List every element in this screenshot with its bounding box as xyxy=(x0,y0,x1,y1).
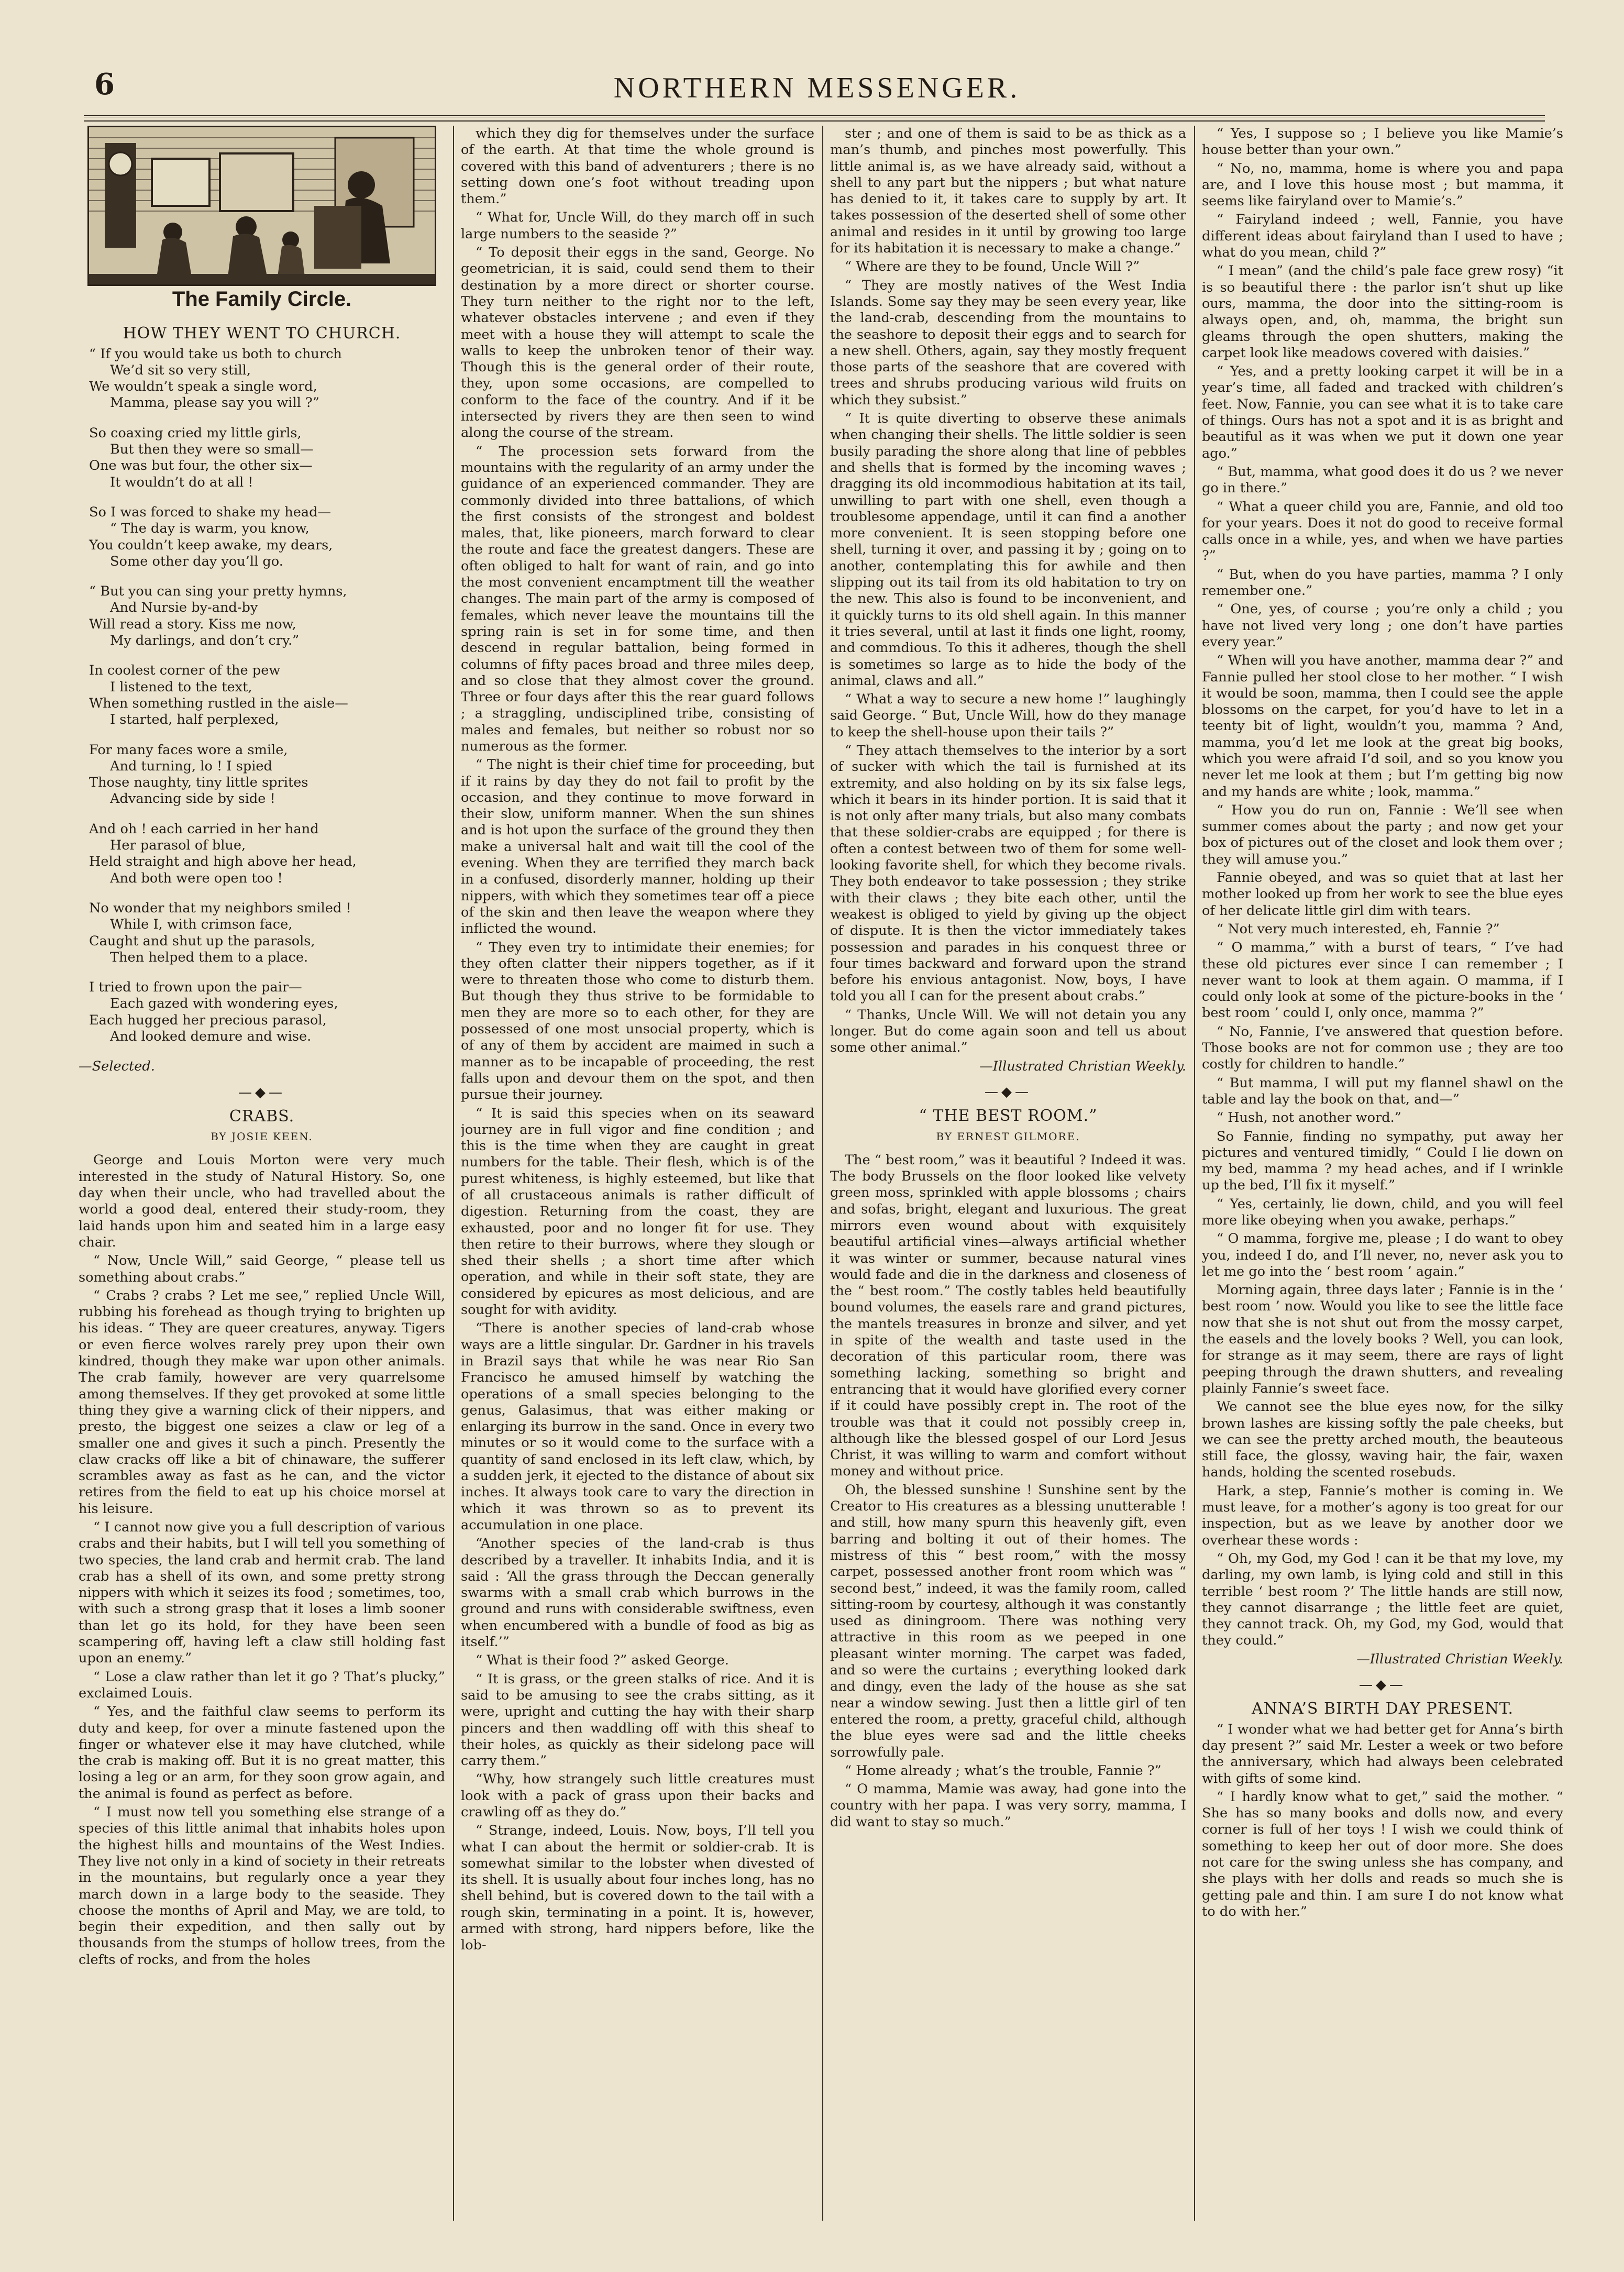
paragraph: which they dig for themselves under the surface of the earth. At that time the whole ground is covered with this band of adventurers ; there is no setting down one’s foot without treading upon them.” xyxy=(461,126,814,207)
poem-line: We wouldn’t speak a single word, xyxy=(89,379,317,395)
paragraph: “ I mean” (and the child’s pale face grew rosy) “it is so beautiful there : the parlor isn’t shut up like ours, mamma, the door into the sitting-room is always open, and, oh, mamma, the bright sun gleams through the open shutters, making the carpet look like meadows covered with daisies.” xyxy=(1202,263,1563,361)
paragraph: “ Fairyland indeed ; well, Fannie, you have different ideas about fairyland than I used to have ; what do you mean, child ?” xyxy=(1202,212,1563,261)
paragraph: George and Louis Morton were very much interested in the study of Natural History. So, one day when their uncle, who had travelled about the world a good deal, entered their study-room, they laid hands upon him and seated him in a large easy chair. xyxy=(79,1152,445,1250)
poem-stanza xyxy=(79,346,445,412)
poem-line: And oh ! each carried in her hand xyxy=(89,821,319,837)
family-scene-illustration xyxy=(89,127,435,284)
paragraph: “ What for, Uncle Will, do they march off in such large numbers to the seaside ?” xyxy=(461,209,814,242)
paragraph: “ To deposit their eggs in the sand, George. No geometrician, it is said, could send them to their destination by a more direct or shorter course. They turn neither to the right nor to the left, whatever obstacles intervene ; and even if they meet with a house they will attempt to scale the walls to keep the unbroken tenor of their way. Though this is the general order of their route, they, upon some occasions, are compelled to conform to the face of the country. And if it be intersected by rivers they are then seen to wind along the course of the stream. xyxy=(461,245,814,441)
paragraph: “ It is quite diverting to observe these animals when changing their shells. The little soldier is seen busily parading the shore along that line of pebbles and shells that is formed by the incoming waves ; dragging its old incommodious habitation at its tail, unwilling to part with one shell, even though a troublesome appendage, until it can find a another more convenient. It is seen stopping before one shell, turning it over, and passing it by ; going on to another, contemplating this for awhile and then slipping out its tail from its old habitation to try on the new. This also is found to be inconvenient, and it quickly turns to its old shell again. In this manner it tries several, until at last it finds one light, roomy, and commdious. To this it adheres, though the shell is sometimes so large as to hide the body of the animal, claws and all.” xyxy=(830,411,1186,689)
poem-line: For many faces wore a smile, xyxy=(89,742,288,758)
paragraph: “ But, mamma, what good does it do us ? we never go in there.” xyxy=(1202,464,1563,497)
poem-line: And both were open too ! xyxy=(110,870,283,886)
poem-stanza xyxy=(79,821,445,887)
paragraph: “ But mamma, I will put my flannel shawl on the table and lay the book on that, and—” xyxy=(1202,1075,1563,1107)
paragraph: “ Hush, not another word.” xyxy=(1217,1110,1401,1126)
paragraph: “ They even try to intimidate their enemies; for they often clatter their nippers together, as if it were to threaten those who come to disturb them. But though they thus strive to be formidable to men they are more so to each other, for they are possessed of one most unsocial property, which is of any of them by accident are maimed in such a manner as to be incapable of proceeding, the rest falls upon and devour them on the spot, and then pursue their journey. xyxy=(461,939,814,1103)
poem-line: “ But you can sing your pretty hymns, xyxy=(89,583,347,600)
poem-stanza xyxy=(79,663,445,728)
poem-stanza xyxy=(79,979,445,1045)
paragraph: “ Yes, certainly, lie down, child, and you will feel more like obeying when you awake, perhaps.” xyxy=(1202,1196,1563,1228)
paragraph: “ Oh, my God, my God ! can it be that my love, my darling, my own lamb, is lying cold and still in this terrible ‘ best room ?’ The little hands are still now, they cannot disarrange ; the little feet are quiet, they cannot track. Oh, my God, my God, would that they could.” xyxy=(1202,1550,1563,1649)
poem-line: And Nursie by-and-by xyxy=(110,600,258,616)
paragraph: “ Where are they to be found, Uncle Will ?” xyxy=(845,259,1140,275)
paragraph: “Another species of the land-crab is thus described by a traveller. It inhabits India, and it is said : ‘All the grass through the Deccan generally swarms with a small crab which burrows in the ground and runs with considerable swiftness, even when encumbered with a bundle of food as big as itself.’” xyxy=(461,1536,814,1650)
poem-line: So coaxing cried my little girls, xyxy=(89,425,302,441)
poem-line: Each hugged her precious parasol, xyxy=(89,1012,327,1028)
paragraph: “ It is said this species when on its seaward journey are in full vigor and fine condition ; and this is the time when they are caught in great numbers for the table. Their flesh, which is of the purest whiteness, is highly esteemed, but like that of all crustaceous animals is rather difficult of digestion. Returning from the coast, they are exhausted, poor and no longer fit for use. They then retire to their burrows, where they slough or shed their shells ; a short time after which operation, and while in their soft state, they are considered by epicures as most delicious, and are sought for with avidity. xyxy=(461,1105,814,1318)
paragraph: “ Yes, and a pretty looking carpet it will be in a year’s time, all faded and tracked with children’s feet. Now, Fannie, you can see what it is to take care of things. Ours has not a spot and it is as bright and beautiful as it was when we put it down one year ago.” xyxy=(1202,363,1563,461)
article-credit: —Illustrated Christian Weekly. xyxy=(979,1058,1186,1074)
paragraph: The “ best room,” was it beautiful ? Indeed it was. The body Brussels on the floor looked like velvety green moss, sprinkled with apple blossoms ; chairs and sofas, bright, elegant and luxurious. The great mirrors even wound about with exquisitely beautiful artificial vines—always artificial whether it was winter or summer, because natural vines would fade and die in the darkness and closeness of the “ best room.” The costly tables held beautifully bound volumes, the easels rare and grand pictures, the mantels treasures in bronze and silver, and yet in spite of the wealth and taste used in the decoration of this particular room, there was something lacking, something so bright and entrancing that it would have glorified every corner if it could have possibly crept in. The root of the trouble was that it could not possibly creep in, although like the blessed gospel of our Lord Jesus Christ, it was willing to warm and comfort without money and without price. xyxy=(830,1152,1186,1480)
poem-line: Her parasol of blue, xyxy=(110,837,246,854)
paragraph: “ No, no, mamma, home is where you and papa are, and I love this house most ; but mamma, it seems like fairyland over to Mamie’s.” xyxy=(1202,160,1563,209)
paragraph: Oh, the blessed sunshine ! Sunshine sent by the Creator to His creatures as a blessing unutterable ! and still, how many spurn this heavenly gift, even barring and bolting it out of their homes. The mistress of this “ best room,” with the mossy carpet, possessed another front room which was “ second best,” indeed, it was the family room, called sitting-room by courtesy, although it was constantly used as diningroom. There was nothing very attractive in this room as we peeped in one pleasant winter morning. The carpet was faded, and so were the curtains ; everything looked dark and dingy, even the lady of the house as she sat near a window sewing. Just then a little girl of ten entered the room, a pretty, graceful child, although the blue eyes were sad and the little cheeks sorrowfully pale. xyxy=(830,1482,1186,1760)
paragraph: “ When will you have another, mamma dear ?” and Fannie pulled her stool close to her mother. “ I wish it would be soon, mamma, then I could see the apple blossoms on the carpet, for you’d have to let in a teenty bit of light, wouldn’t you, mamma ? And, mamma, you’d let me look at the great big books, which you were afraid I’d soil, and so you know you never let me look at them ; but I’m getting big now and my hands are white ; look, mamma.” xyxy=(1202,653,1563,800)
article-title: “ THE BEST ROOM.” xyxy=(919,1107,1098,1126)
paragraph: “ I cannot now give you a full description of various crabs and their habits, but I will tell you something of two species, the land crab and hermit crab. The land crab has a shell of its own, and some pretty strong nippers with which it seizes its food ; sometimes, too, with such a strong grasp that it loses a limb sooner than let go its hold, for they have been seen scampering off, having left a claw still holding fast upon an enemy.” xyxy=(79,1519,445,1667)
poem-line: Held straight and high above her head, xyxy=(89,854,357,870)
poem-line: Advancing side by side ! xyxy=(110,791,275,807)
masthead-title: NORTHERN MESSENGER. xyxy=(613,72,1021,104)
poem-stanza xyxy=(79,900,445,966)
paragraph: “ Now, Uncle Will,” said George, “ please tell us something about crabs.” xyxy=(79,1253,445,1285)
byline: BY ERNEST GILMORE. xyxy=(936,1130,1080,1143)
paragraph: “There is another species of land-crab whose ways are a little singular. Dr. Gardner in his travels in Brazil says that while he was near Rio San Francisco he amused himself by watching the operations of a small species belonging to the genus, Galasimus, that was either making or enlarging its burrow in the sand. Once in every two minutes or so it would come to the surface with a quantity of sand enclosed in its left claw, which, by a sudden jerk, it ejected to the distance of about six inches. It always took care to vary the direction in which it was thrown so as to prevent its accumulation in one place. xyxy=(461,1320,814,1533)
poem-line: So I was forced to shake my head— xyxy=(89,504,332,520)
poem-line: It wouldn’t do at all ! xyxy=(110,474,253,490)
article-credit: —Illustrated Christian Weekly. xyxy=(1356,1651,1563,1667)
poem-line: Will read a story. Kiss me now, xyxy=(89,616,296,632)
article-body xyxy=(830,1152,1186,1830)
poem-line: Those naughty, tiny little sprites xyxy=(89,775,308,791)
column-3 xyxy=(830,126,1186,2231)
article-body xyxy=(79,1152,445,1968)
poem-line: And looked demure and wise. xyxy=(110,1028,312,1044)
poem-line: One was but four, the other six— xyxy=(89,458,313,474)
poem-line: But then they were so small— xyxy=(110,442,314,458)
ornament-divider: —◆— xyxy=(238,1084,285,1100)
paragraph: “ What a queer child you are, Fannie, and old too for your years. Does it not do good to receive formal calls once in a while, yes, and when we have parties ?” xyxy=(1202,499,1563,564)
masthead xyxy=(94,58,1540,105)
poem-line: “ The day is warm, you know, xyxy=(110,521,310,537)
poem-line: Mamma, please say you will ?” xyxy=(110,395,319,411)
poem-stanza xyxy=(79,425,445,491)
paragraph: “ But, when do you have parties, mamma ? I only remember one.” xyxy=(1202,566,1563,599)
paragraph: “ Yes, I suppose so ; I believe you like Mamie’s house better than your own.” xyxy=(1202,126,1563,158)
newspaper-page xyxy=(63,58,1571,2242)
article-title: ANNA’S BIRTH DAY PRESENT. xyxy=(1251,1700,1514,1718)
paragraph: “ One, yes, of course ; you’re only a child ; you have not lived very long ; one don’t have parties every year.” xyxy=(1202,601,1563,650)
paragraph: “ O mamma, forgive me, please ; I do want to obey you, indeed I do, and I’ll never, no, never ask you to let me go into the ‘ best room ’ again.” xyxy=(1202,1231,1563,1280)
poem-line: I tried to frown upon the pair— xyxy=(89,979,302,996)
paragraph: “ How you do run on, Fannie : We’ll see when summer comes about the party ; and now get your box of pictures out of the closet and look them over ; they will amuse you.” xyxy=(1202,802,1563,867)
poem-title: HOW THEY WENT TO CHURCH. xyxy=(123,324,401,343)
poem-line: My darlings, and don’t cry.” xyxy=(110,633,300,649)
poem-line: I listened to the text, xyxy=(110,679,252,695)
ornament-divider: —◆— xyxy=(985,1084,1032,1100)
column-rule xyxy=(822,126,823,2221)
masthead-rule xyxy=(84,115,1545,122)
paragraph: Hark, a step, Fannie’s mother is coming in. We must leave, for a mother’s agony is too great for our inspection, but as we leave by another door we overhear these words : xyxy=(1202,1483,1563,1548)
poem-line: “ If you would take us both to church xyxy=(89,346,342,362)
paragraph: “ Crabs ? crabs ? Let me see,” replied Uncle Will, rubbing his forehead as though trying to brighten up his ideas. “ They are queer creatures, anyway. Tigers or even fierce wolves rarely prey upon their own kindred, though they make war upon other animals. The crab family, however are very quarrelsome among themselves. If they get provoked at some little thing they give a warning click of their nippers, and presto, the biggest one seizes a claw or leg of a smaller one and gives it such a pinch. Presently the claw cracks off like a bit of chinaware, the sufferer scrambles away as fast as he can, and the victor retires from the field to eat up his choice morsel at his leisure. xyxy=(79,1287,445,1517)
article-body xyxy=(830,126,1186,1056)
poem xyxy=(79,346,445,1045)
poem-line: In coolest corner of the pew xyxy=(89,663,281,679)
paragraph: “ O mamma, Mamie was away, had gone into the country with her papa. I was very sorry, mamma, I did want to stay so much.” xyxy=(830,1781,1186,1830)
paragraph: “ It is grass, or the green stalks of rice. And it is said to be amusing to see the crabs sitting, as it were, upright and cutting the hay with their sharp pincers and then waddling off with this sheaf to their holes, as quickly as their sidelong pace will carry them.” xyxy=(461,1671,814,1769)
poem-credit: —Selected. xyxy=(79,1058,155,1075)
page-number: 6 xyxy=(94,67,115,102)
paragraph: Fannie obeyed, and was so quiet that at last her mother looked up from her work to see the blue eyes of her delicate little girl dim with tears. xyxy=(1202,870,1563,919)
paragraph: “Why, how strangely such little creatures must look with a pack of grass upon their backs and crawling off as they do.” xyxy=(461,1771,814,1820)
article-body xyxy=(461,126,814,1954)
paragraph: “ What is their food ?” asked George. xyxy=(476,1652,729,1669)
family-circle-engraving xyxy=(87,126,436,286)
column-rule xyxy=(453,126,454,2221)
article-body xyxy=(1202,1722,1563,1921)
poem-line: Then helped them to a place. xyxy=(110,949,308,965)
poem-line: I started, half perplexed, xyxy=(110,712,279,728)
poem-line: We’d sit so very still, xyxy=(110,362,251,378)
poem-line: You couldn’t keep awake, my dears, xyxy=(89,537,333,553)
paragraph: “ They are mostly natives of the West India Islands. Some say they may be seen every year, like the land-crab, descending from the mountains to the seashore to deposit their eggs and to search for a new shell. Others, again, say they mostly frequent those parts of the seashore that are covered with trees and shrubs producing various wild fruits on which they subsist.” xyxy=(830,277,1186,408)
paragraph: “ I must now tell you something else strange of a species of this little animal that inhabits holes upon the highest hills and mountains of the West Indies. They live not only in a kind of society in their retreats in the mountains, but regularly once a year they march down in a large body to the seaside. They choose the months of April and May, we are told, to begin their expedition, and then sally out by thousands from the stumps of hollow trees, from the clefts of rocks, and from the holes xyxy=(79,1804,445,1968)
article-body xyxy=(1202,126,1563,1649)
paragraph: ster ; and one of them is said to be as thick as a man’s thumb, and pinches most powerfully. This little animal is, as we have already said, without a shell to any part but the nippers ; but what nature has denied to it, it takes care to supply by art. It takes possession of the deserted shell of some other animal and resides in it until by growing too large for its habitation it is necessary to make a change.” xyxy=(830,126,1186,257)
poem-stanza xyxy=(79,583,445,649)
column-2 xyxy=(461,126,814,2231)
article-title: CRABS. xyxy=(229,1107,295,1126)
poem-stanza xyxy=(79,504,445,570)
paragraph: “ Lose a claw rather than let it go ? That’s plucky,” exclaimed Louis. xyxy=(79,1669,445,1701)
paragraph: “ Home already ; what’s the trouble, Fannie ?” xyxy=(845,1762,1162,1779)
paragraph: “ Strange, indeed, Louis. Now, boys, I’ll tell you what I can about the hermit or soldier-crab. It is somewhat similar to the lobster when divested of its shell. It is usually about four inches long, has no shell behind, but is covered down to the tail with a rough skin, terminating in a point. It is, however, armed with strong, hard nippers before, like the lob- xyxy=(461,1823,814,1954)
paragraph: “ The night is their chief time for proceeding, but if it rains by day they do not fail to profit by the occasion, and they continue to move forward in their slow, uniform manner. When the sun shines and is hot upon the surface of the ground they then make a universal halt and wait till the cool of the evening. When they are terrified they march back in a confused, disorderly manner, holding up their nippers, with which they sometimes tear off a piece of the skin and then leave the weapon where they inflicted the wound. xyxy=(461,757,814,937)
paragraph: “ Not very much interested, eh, Fannie ?” xyxy=(1217,921,1500,937)
column-4 xyxy=(1202,126,1563,2231)
section-title: The Family Circle. xyxy=(172,288,352,311)
poem-line: Caught and shut up the parasols, xyxy=(89,933,315,949)
paragraph: We cannot see the blue eyes now, for the silky brown lashes are kissing softly the pale cheeks, but we can see the pretty arched mouth, the beauteous still face, the glossy, waving hair, the fair, waxen hands, holding the scented rosebuds. xyxy=(1202,1399,1563,1481)
paragraph: “ O mamma,” with a burst of tears, “ I’ve had these old pictures ever since I can remember ; I never want to look at them again. O mamma, if I could only look at some of the picture-books in the ‘ best room ’ could I, only once, mamma ?” xyxy=(1202,940,1563,1021)
paragraph: “ What a way to secure a new home !” laughingly said George. “ But, Uncle Will, how do they manage to keep the shell-house upon their tails ?” xyxy=(830,691,1186,740)
paragraph: “ They attach themselves to the interior by a sort of sucker with which the tail is furnished at its extremity, and also holding on by its six false legs, which it bears in its hinder portion. It is said that it is not only after many trials, but also many combats that these soldier-crabs are equipped ; for there is often a contest between two of them for some well-looking favorite shell, for which they become rivals. They both endeavor to take possession ; they strike with their claws ; they bite each other, until the weakest is obliged to yield by giving up the object of dispute. It is then the victor immediately takes possession and parades in his conquest three or four times backward and forward upon the strand before his envious antagonist. Now, boys, I have told you all I can for the present about crabs.” xyxy=(830,742,1186,1005)
paragraph: “ Thanks, Uncle Will. We will not detain you any longer. But do come again soon and tell us about some other animal.” xyxy=(830,1007,1186,1056)
poem-line: While I, with crimson face, xyxy=(110,917,293,933)
paragraph: “ I hardly know what to get,” said the mother. “ She has so many books and dolls now, and every corner is full of her toys ! I wish we could think of something to keep her out of door more. She does not care for the swing unless she has company, and she plays with her dolls and reads so much she is getting pale and thin. I am sure I do not know what to do with her.” xyxy=(1202,1789,1563,1920)
poem-line: No wonder that my neighbors smiled ! xyxy=(89,900,351,916)
paragraph: So Fannie, finding no sympathy, put away her pictures and ventured timidly, “ Could I lie down on my bed, mamma ? my head aches, and if I wrinkle up the bed, I’ll fix it myself.” xyxy=(1202,1128,1563,1194)
column-rule xyxy=(1194,126,1195,2221)
poem-line: Some other day you’ll go. xyxy=(110,553,283,569)
poem-stanza xyxy=(79,742,445,808)
poem-line: Each gazed with wondering eyes, xyxy=(110,996,338,1012)
paragraph: Morning again, three days later ; Fannie is in the ‘ best room ’ now. Would you like to see the little face now that she is not shut out from the mossy carpet, the easels and the lovely books ? Well, you can look, for strange as it may seem, there are rays of light peeping through the drawn shutters, and revealing plainly Fannie’s sweet face. xyxy=(1202,1282,1563,1396)
byline: BY JOSIE KEEN. xyxy=(211,1130,313,1143)
column-1 xyxy=(79,126,445,2231)
paragraph: “ I wonder what we had better get for Anna’s birth day present ?” said Mr. Lester a week or two before the anniversary, which had always been celebrated with gifts of some kind. xyxy=(1202,1721,1563,1786)
paragraph: “ The procession sets forward from the mountains with the regularity of an army under the guidance of an experienced commander. They are commonly divided into three battalions, of which the first consists of the strongest and boldest males, that, like pioneers, march forward to clear the route and face the greatest dangers. These are often obliged to halt for want of rain, and go into the most convenient encamptment till the weather changes. The main part of the army is composed of females, which never leave the mountains till the spring rain is set in for some time, and then descend in regular battalion, being formed in columns of fifty paces broad and three miles deep, and so close that they almost cover the ground. Three or four days after this the rear guard follows ; a straggling, undisciplined tribe, consisting of males and females, but neither so robust nor so numerous as the former. xyxy=(461,443,814,754)
ornament-divider: —◆— xyxy=(1359,1677,1406,1693)
paragraph: “ No, Fannie, I’ve answered that question before. Those books are not for common use ; they are too costly for children to handle.” xyxy=(1202,1023,1563,1073)
poem-line: When something rustled in the aisle— xyxy=(89,695,348,711)
poem-line: And turning, lo ! I spied xyxy=(110,758,272,774)
paragraph: “ Yes, and the faithful claw seems to perform its duty and keep, for over a minute fastened upon the finger or whatever else it may have clutched, while the crab is making off. But it is no great matter, this losing a leg or an arm, for they soon grow again, and the animal is found as perfect as before. xyxy=(79,1704,445,1802)
